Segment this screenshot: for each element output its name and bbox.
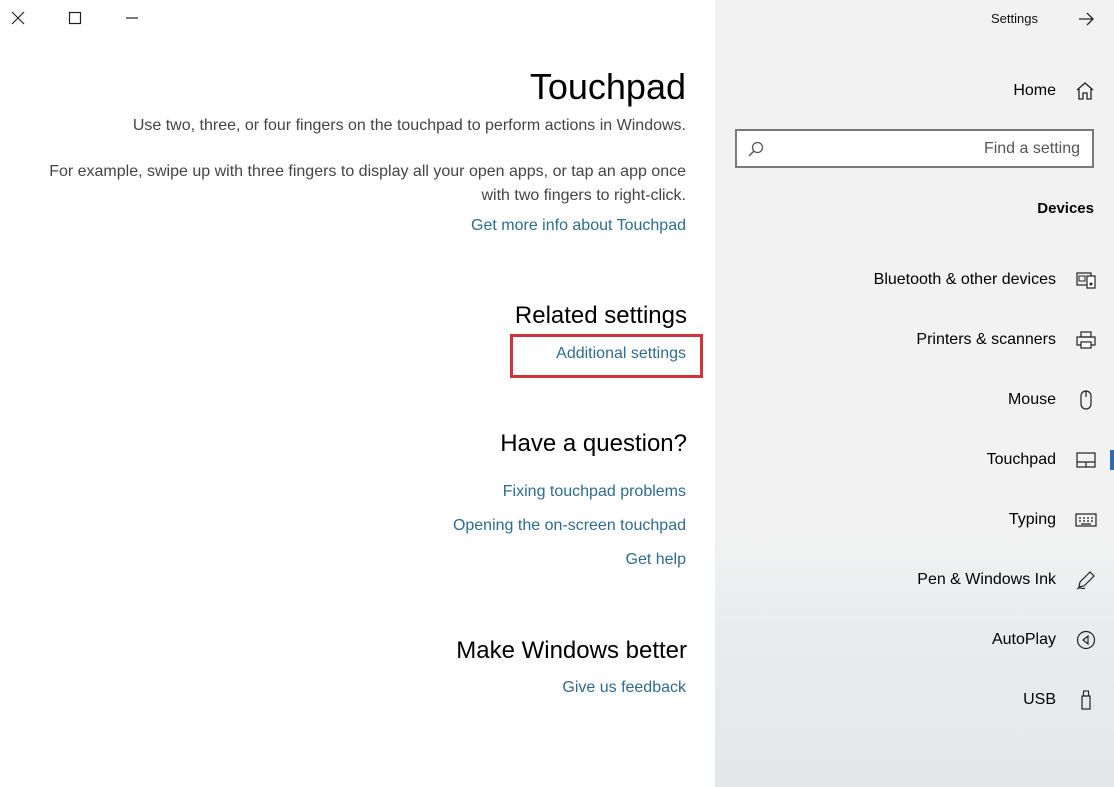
nav-item-label: USB	[1023, 691, 1056, 708]
feedback-link[interactable]: Give us feedback	[562, 679, 686, 696]
nav-item-typing[interactable]	[715, 490, 1114, 550]
nav-item-bluetooth[interactable]	[715, 250, 1114, 310]
maximize-button[interactable]	[60, 6, 90, 30]
home-label: Home	[1013, 82, 1056, 99]
nav-item-printers[interactable]	[715, 310, 1114, 370]
page-title: Touchpad	[529, 66, 686, 107]
more-info-link[interactable]: Get more info about Touchpad	[471, 217, 686, 234]
home-icon	[1074, 81, 1096, 101]
usb-icon	[1074, 689, 1098, 711]
get-help-link[interactable]: Get help	[625, 551, 686, 568]
section-label-devices: Devices	[1037, 200, 1094, 217]
nav-item-label: Mouse	[1007, 391, 1056, 408]
bluetooth-devices-icon	[1074, 269, 1098, 291]
nav-item-label: Printers & scanners	[916, 331, 1056, 348]
window-controls	[0, 0, 160, 36]
search-icon	[747, 140, 765, 158]
nav-item-label: AutoPlay	[991, 631, 1056, 648]
printer-icon	[1074, 329, 1098, 351]
mouse-icon	[1074, 389, 1098, 411]
nav-list	[715, 250, 1114, 730]
nav-item-label: Pen & Windows Ink	[917, 571, 1056, 588]
nav-item-pen[interactable]	[715, 550, 1114, 610]
back-button[interactable]	[1072, 6, 1100, 32]
feedback-heading: Make Windows better	[456, 637, 687, 664]
description-text: Use two, three, or four fingers on the touchpad to perform actions in Windows.	[132, 117, 686, 134]
search-input[interactable]	[777, 138, 1080, 160]
nav-item-label: Bluetooth & other devices	[873, 271, 1056, 288]
minimize-icon	[125, 11, 139, 25]
nav-item-label: Touchpad	[986, 451, 1056, 468]
close-icon	[11, 11, 25, 25]
question-heading: Have a question?	[500, 430, 687, 457]
example-text: For example, swipe up with three fingers to display all your open apps, or tap an app once with two fingers to right-click.	[49, 163, 686, 204]
app-title: Settings	[991, 11, 1038, 26]
pen-icon	[1074, 569, 1098, 591]
touchpad-icon	[1074, 449, 1098, 471]
nav-item-label: Typing	[1008, 511, 1056, 528]
back-arrow-icon	[1078, 12, 1094, 26]
home-nav-item[interactable]	[715, 76, 1114, 106]
keyboard-icon	[1074, 509, 1098, 531]
maximize-icon	[68, 11, 82, 25]
search-box[interactable]	[735, 129, 1094, 168]
nav-item-touchpad[interactable]	[715, 430, 1114, 490]
highlight-box	[510, 334, 703, 378]
nav-item-mouse[interactable]	[715, 370, 1114, 430]
additional-settings-link[interactable]: Additional settings	[556, 345, 686, 362]
nav-item-autoplay[interactable]	[715, 610, 1114, 670]
navigation-pane	[715, 0, 1114, 787]
close-button[interactable]	[3, 6, 33, 30]
related-settings-heading: Related settings	[514, 302, 687, 329]
nav-item-usb[interactable]	[715, 670, 1114, 730]
title-bar	[715, 0, 1114, 40]
fixing-touchpad-link[interactable]: Fixing touchpad problems	[502, 483, 686, 500]
minimize-button[interactable]	[117, 6, 147, 30]
onscreen-touchpad-link[interactable]: Opening the on-screen touchpad	[452, 517, 686, 534]
autoplay-icon	[1074, 629, 1098, 651]
